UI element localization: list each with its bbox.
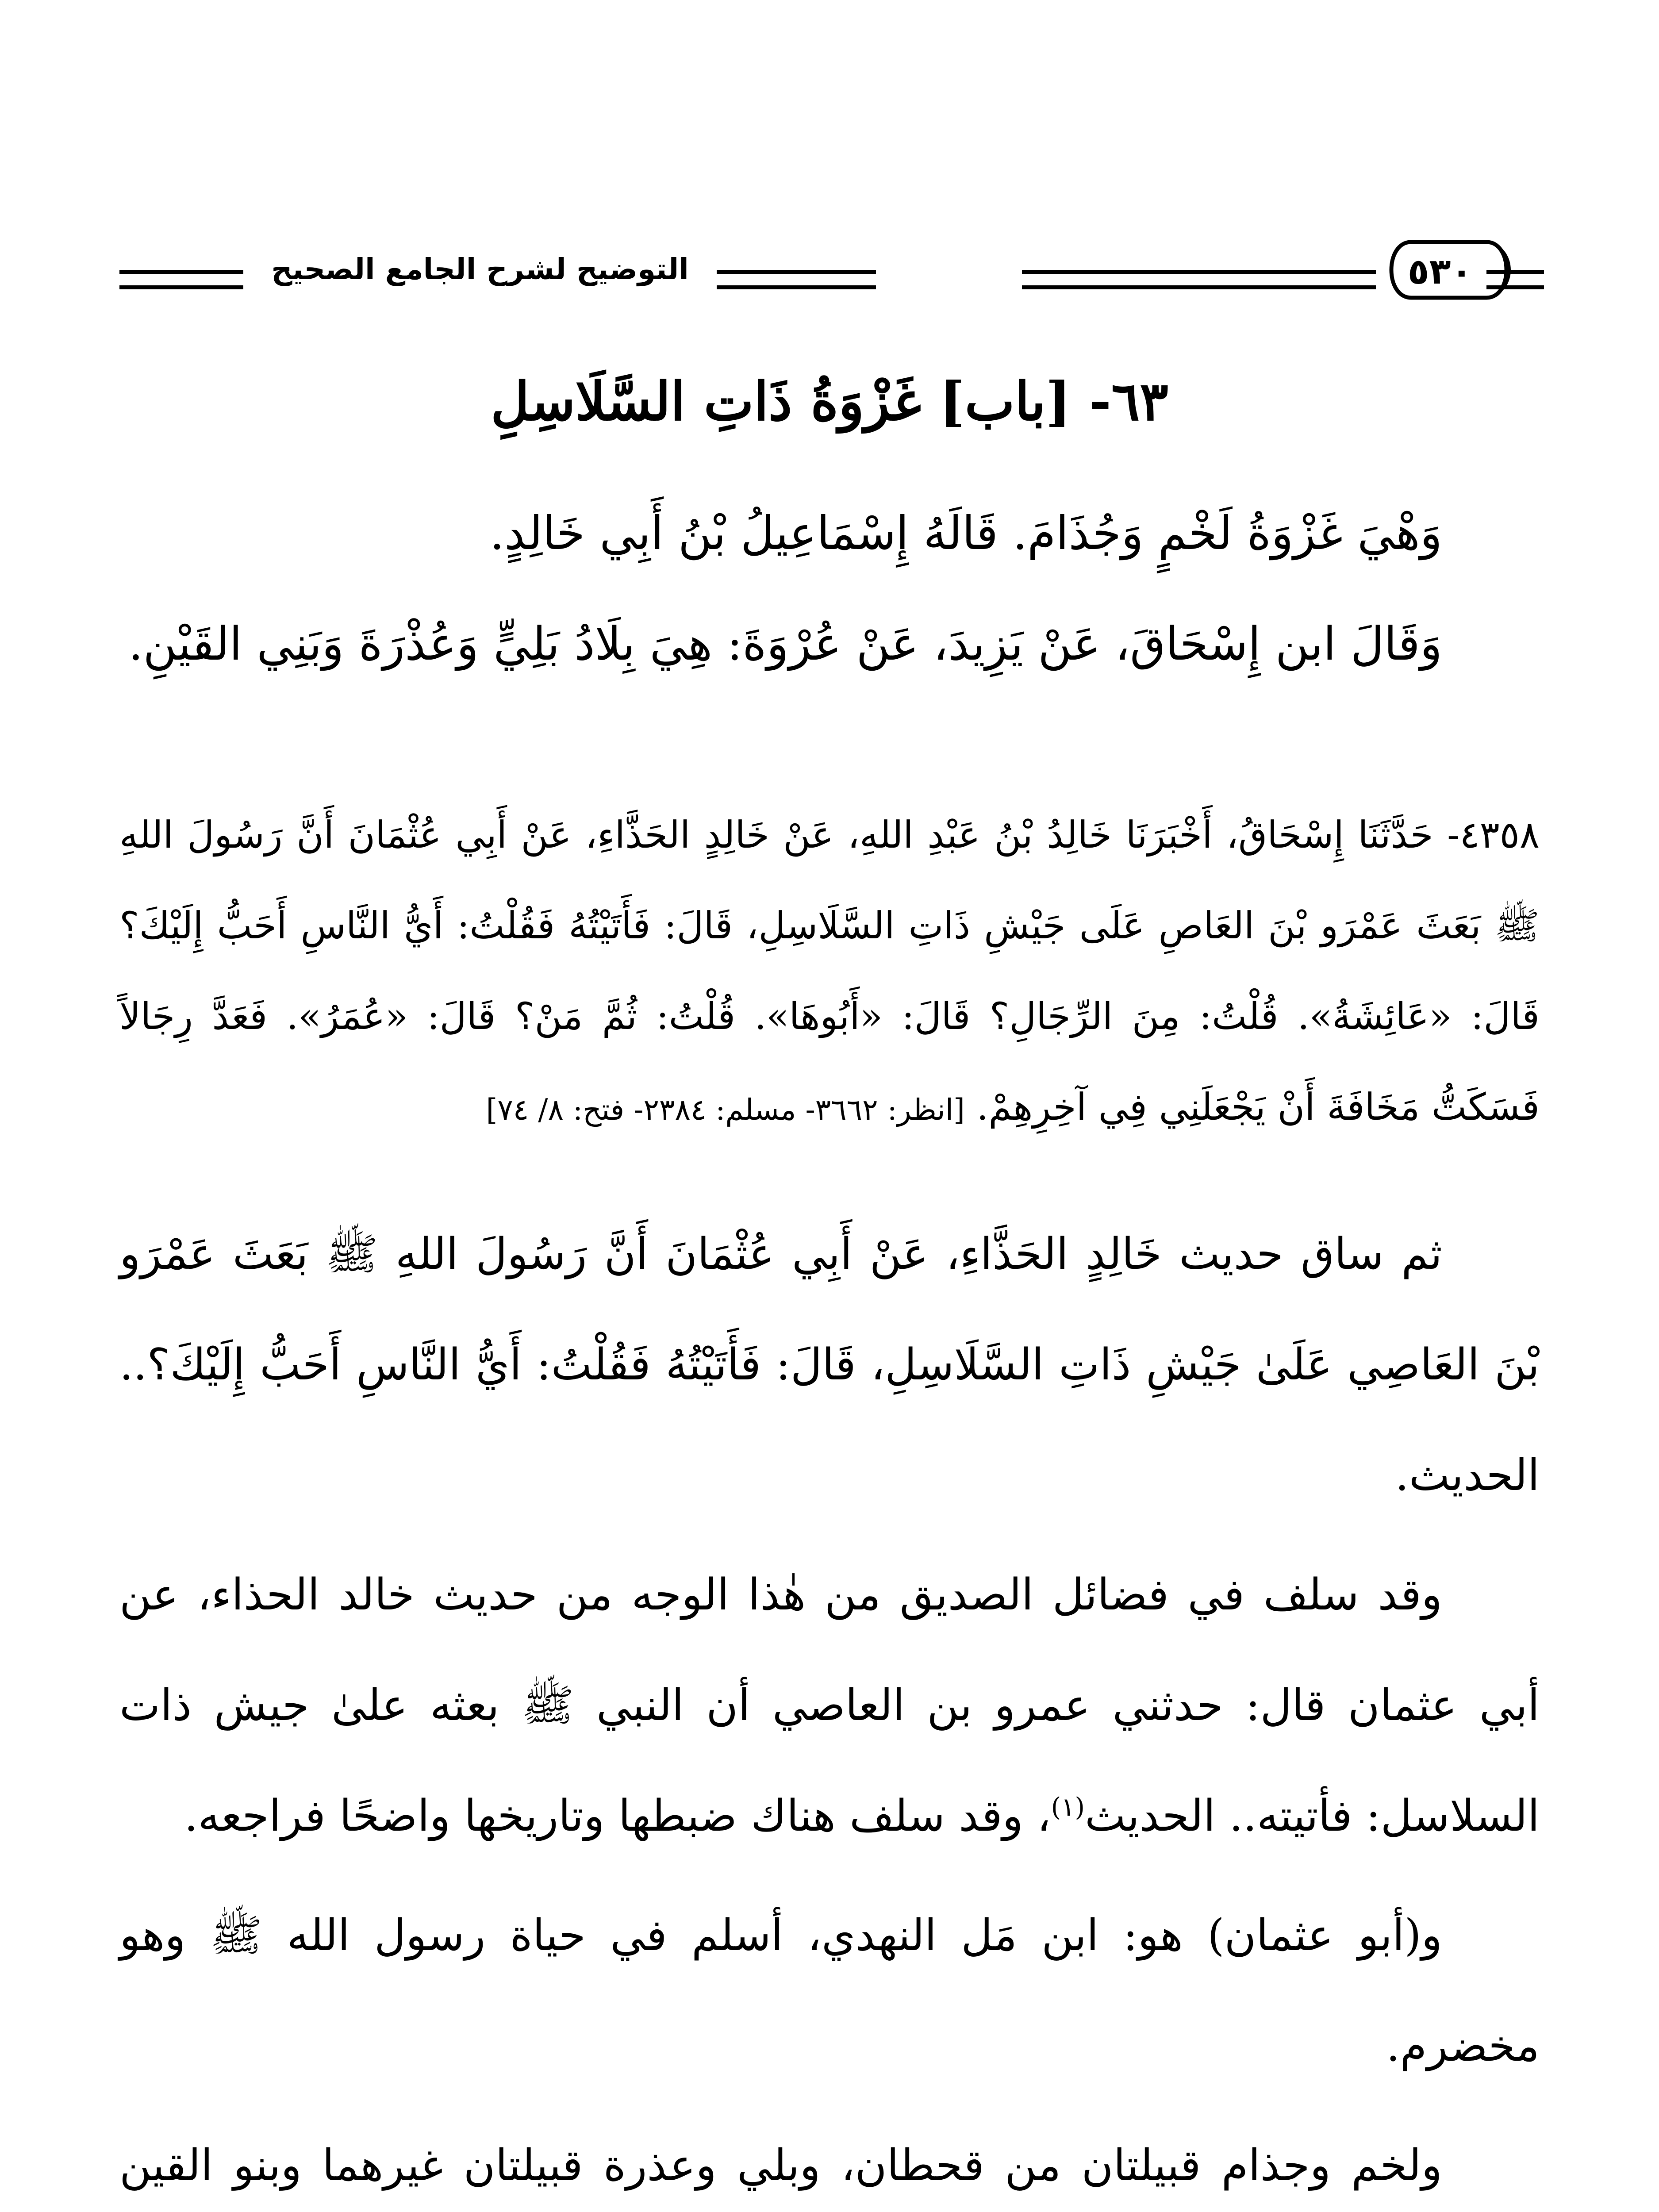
page-header bbox=[119, 221, 1544, 310]
commentary-paragraph-2-text: وقد سلف في فضائل الصديق من هٰذا الوجه من حديث خالد الحذاء، عن أبي عثمان قال: حدثني عمرو بن العاصي أن النبي ﷺ بعثه علىٰ جيش ذات السلاسل: فأتيته.. الحديث bbox=[119, 1570, 1540, 1841]
commentary-section bbox=[119, 1199, 1540, 2212]
page-number-badge bbox=[1385, 237, 1517, 303]
commentary-paragraph-2-tail: ، وقد سلف هناك ضبطها وتاريخها واضحًا فراجعه. bbox=[184, 1791, 1051, 1841]
commentary-paragraph-1: ثم ساق حديث خَالِدٍ الحَذَّاءِ، عَنْ أَبِي عُثْمَانَ أَنَّ رَسُولَ اللهِ ﷺ بَعَثَ عَمْرَو بْنَ العَاصِي عَلَىٰ جَيْشِ ذَاتِ السَّلَاسِلِ، قَالَ: فَأَتَيْتُهُ فَقُلْتُ: أَيُّ النَّاسِ أَحَبُّ إِلَيْكَ؟.. الحديث. bbox=[119, 1229, 1540, 1501]
header-rule-left-inner bbox=[717, 270, 876, 289]
hadith-reference: [انظر: ٣٦٦٢- مسلم: ٢٣٨٤- فتح: ٨/ ٧٤] bbox=[486, 1093, 965, 1127]
matn-section bbox=[119, 478, 1540, 699]
hadith-text: ٤٣٥٨- حَدَّثَنَا إِسْحَاقُ، أَخْبَرَنَا خَالِدُ بْنُ عَبْدِ اللهِ، عَنْ خَالِدٍ الحَذَّاءِ، عَنْ أَبِي عُثْمَانَ أَنَّ رَسُولَ اللهِ ﷺ بَعَثَ عَمْرَو بْنَ العَاصِ عَلَى جَيْشِ ذَاتِ السَّلَاسِلِ، قَالَ: فَأَتَيْتُهُ فَقُلْتُ: أَيُّ النَّاسِ أَحَبُّ إِلَيْكَ؟ قَالَ: «عَائِشَةُ». قُلْتُ: مِنَ الرِّجَالِ؟ قَالَ: «أَبُوهَا». قُلْتُ: ثُمَّ مَنْ؟ قَالَ: «عُمَرُ». فَعَدَّ رِجَالاً فَسَكَتُّ مَخَافَةَ أَنْ يَجْعَلَنِي فِي آخِرِهِمْ. bbox=[119, 813, 1540, 1129]
commentary-paragraph-2 bbox=[119, 1540, 1540, 1871]
matn-line-2: وَقَالَ ابن إِسْحَاقَ، عَنْ يَزِيدَ، عَنْ عُرْوَةَ: هِيَ بِلَادُ بَلِيٍّ وَعُذْرَةَ وَبَنِي القَيْنِ. bbox=[128, 617, 1442, 671]
commentary-paragraph-4: ولخم وجذام قبيلتان من قحطان، وبلي وعذرة قبيلتان غيرهما وبنو القين bbox=[119, 2140, 1442, 2191]
page-number: ٥٣٠ bbox=[1407, 251, 1473, 292]
footnote-marker[interactable]: (١) bbox=[1051, 1792, 1085, 1822]
running-title: التوضيح لشرح الجامع الصحيح bbox=[271, 252, 689, 286]
hadith-section bbox=[119, 790, 1540, 1155]
chapter-title: ٦٣- [باب] غَزْوَةُ ذَاتِ السَّلَاسِلِ bbox=[491, 370, 1168, 433]
header-rule-left bbox=[119, 270, 243, 289]
header-rule-middle bbox=[1022, 270, 1376, 289]
commentary-paragraph-3: و(أبو عثمان) هو: ابن مَل النهدي، أسلم في حياة رسول الله ﷺ وهو مخضرم. bbox=[119, 1910, 1540, 2071]
matn-line-1: وَهْيَ غَزْوَةُ لَخْمٍ وَجُذَامَ. قَالَهُ إِسْمَاعِيلُ بْنُ أَبِي خَالِدٍ. bbox=[489, 506, 1442, 560]
